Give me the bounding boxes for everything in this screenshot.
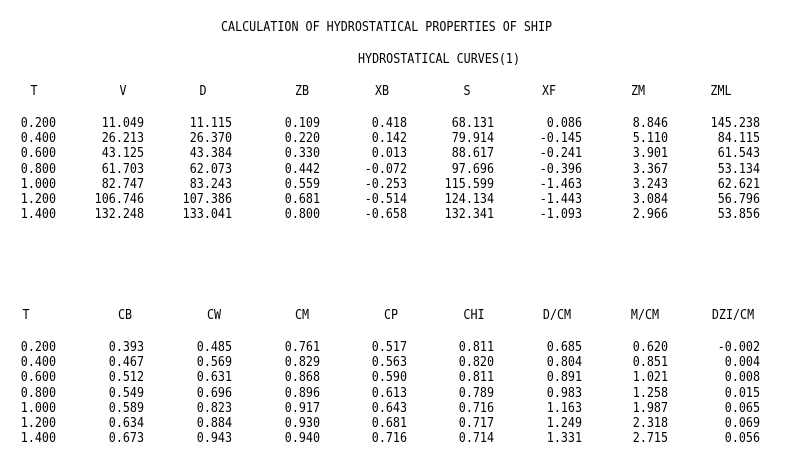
table1-cell-r6-c6: -1.093 xyxy=(539,207,582,223)
table2-cell-r3-c7: 1.258 xyxy=(632,385,668,401)
table1-cell-r2-c3: 0.330 xyxy=(284,146,320,162)
table1-cell-r0-c2: 11.115 xyxy=(189,116,232,131)
table1-cell-r4-c8: 62.621 xyxy=(717,176,760,192)
table2-cell-r6-c3: 0.940 xyxy=(284,431,320,447)
table2-cell-r3-c4: 0.613 xyxy=(371,385,407,401)
table1-cell-r2-c1: 43.125 xyxy=(101,146,144,162)
table2-cell-r3-c2: 0.696 xyxy=(196,385,232,401)
table2-cell-r2-c4: 0.590 xyxy=(371,370,407,386)
table2-cell-r3-c8: 0.015 xyxy=(724,385,760,401)
table2-cell-r2-c2: 0.631 xyxy=(196,370,232,386)
table2-cell-r6-c2: 0.943 xyxy=(196,431,232,447)
table1-cell-r3-c5: 97.696 xyxy=(451,161,494,177)
table2-cell-r1-c7: 0.851 xyxy=(632,355,668,371)
table2-cell-r3-c3: 0.896 xyxy=(284,385,320,401)
table2-cell-r5-c2: 0.884 xyxy=(196,416,232,431)
table1-cell-r1-c8: 84.115 xyxy=(717,131,760,147)
table2-cell-r0-c5: 0.811 xyxy=(458,340,494,355)
table2-cell-r5-c5: 0.717 xyxy=(458,416,494,431)
table2-cell-r0-c2: 0.485 xyxy=(196,340,232,355)
table1-cell-r0-c1: 11.049 xyxy=(101,116,144,131)
table2-cell-r2-c0: 0.600 xyxy=(20,370,56,386)
table2-cell-r5-c0: 1.200 xyxy=(20,416,56,431)
table2-header-8: DZI/CM xyxy=(711,308,755,323)
table2-cell-r6-c1: 0.673 xyxy=(108,431,144,447)
table2-cell-r6-c7: 2.715 xyxy=(632,431,668,447)
table1-cell-r0-c6: 0.086 xyxy=(546,116,582,131)
table1-header-0: T xyxy=(30,84,38,99)
table1-cell-r5-c3: 0.681 xyxy=(284,192,320,207)
document-subtitle: HYDROSTATICAL CURVES(1) xyxy=(358,52,521,67)
table1-cell-r1-c5: 79.914 xyxy=(451,131,494,147)
table2-cell-r4-c1: 0.589 xyxy=(108,400,144,416)
table2-cell-r3-c6: 0.983 xyxy=(546,385,582,401)
table1-cell-r3-c2: 62.073 xyxy=(189,161,232,177)
table1-cell-r1-c2: 26.370 xyxy=(189,131,232,147)
table2-header-5: CHI xyxy=(463,308,485,323)
table2-cell-r1-c1: 0.467 xyxy=(108,355,144,371)
table2-cell-r0-c4: 0.517 xyxy=(371,340,407,355)
table2-cell-r3-c5: 0.789 xyxy=(458,385,494,401)
table2-cell-r1-c0: 0.400 xyxy=(20,355,56,371)
table1-cell-r1-c4: 0.142 xyxy=(371,131,407,147)
table2-cell-r4-c3: 0.917 xyxy=(284,400,320,416)
table1-cell-r1-c1: 26.213 xyxy=(101,131,144,147)
table2-header-3: CM xyxy=(294,308,310,323)
table2-cell-r1-c8: 0.004 xyxy=(724,355,760,371)
table1-cell-r2-c4: 0.013 xyxy=(371,146,407,162)
table1-cell-r6-c7: 2.966 xyxy=(632,207,668,223)
table2-header-1: CB xyxy=(117,308,133,323)
table1-cell-r0-c5: 68.131 xyxy=(451,116,494,131)
table1-cell-r3-c4: -0.072 xyxy=(364,161,407,177)
table2-header-0: T xyxy=(22,308,30,323)
table1-cell-r3-c0: 0.800 xyxy=(20,161,56,177)
table1-cell-r3-c6: -0.396 xyxy=(539,161,582,177)
table1-cell-r5-c8: 56.796 xyxy=(717,192,760,207)
table2-cell-r1-c5: 0.820 xyxy=(458,355,494,371)
table2-cell-r0-c3: 0.761 xyxy=(284,340,320,355)
table1-header-4: XB xyxy=(374,84,390,99)
table2-cell-r4-c4: 0.643 xyxy=(371,400,407,416)
table2-cell-r2-c7: 1.021 xyxy=(632,370,668,386)
table1-cell-r6-c4: -0.658 xyxy=(364,207,407,223)
table2-cell-r5-c3: 0.930 xyxy=(284,416,320,431)
table2-cell-r2-c6: 0.891 xyxy=(546,370,582,386)
table2-cell-r3-c1: 0.549 xyxy=(108,385,144,401)
table1-cell-r6-c8: 53.856 xyxy=(717,207,760,223)
table1-cell-r5-c2: 107.386 xyxy=(182,192,232,207)
table2-header-7: M/CM xyxy=(630,308,660,323)
table2-cell-r0-c0: 0.200 xyxy=(20,340,56,355)
table1-header-7: ZM xyxy=(630,84,646,99)
table2-cell-r0-c7: 0.620 xyxy=(632,340,668,355)
table1-cell-r2-c6: -0.241 xyxy=(539,146,582,162)
table2-cell-r2-c3: 0.868 xyxy=(284,370,320,386)
table2-header-6: D/CM xyxy=(542,308,572,323)
table1-cell-r0-c4: 0.418 xyxy=(371,116,407,131)
table1-cell-r5-c1: 106.746 xyxy=(94,192,144,207)
table2-cell-r5-c6: 1.249 xyxy=(546,416,582,431)
table1-cell-r4-c4: -0.253 xyxy=(364,176,407,192)
table2-cell-r4-c0: 1.000 xyxy=(20,400,56,416)
table1-cell-r5-c0: 1.200 xyxy=(20,192,56,207)
table1-cell-r5-c4: -0.514 xyxy=(364,192,407,207)
table2-cell-r1-c3: 0.829 xyxy=(284,355,320,371)
table1-cell-r6-c0: 1.400 xyxy=(20,207,56,223)
table1-cell-r1-c3: 0.220 xyxy=(284,131,320,147)
table1-cell-r3-c3: 0.442 xyxy=(284,161,320,177)
table1-cell-r1-c0: 0.400 xyxy=(20,131,56,147)
table2-cell-r5-c4: 0.681 xyxy=(371,416,407,431)
table1-header-3: ZB xyxy=(294,84,310,99)
table1-cell-r3-c7: 3.367 xyxy=(632,161,668,177)
table2-cell-r4-c6: 1.163 xyxy=(546,400,582,416)
table1-cell-r5-c5: 124.134 xyxy=(444,192,494,207)
table2-cell-r6-c0: 1.400 xyxy=(20,431,56,447)
table2-cell-r6-c5: 0.714 xyxy=(458,431,494,447)
table1-cell-r5-c6: -1.443 xyxy=(539,192,582,207)
table1-cell-r1-c7: 5.110 xyxy=(632,131,668,147)
table2-cell-r6-c6: 1.331 xyxy=(546,431,582,447)
table2-cell-r6-c4: 0.716 xyxy=(371,431,407,447)
table2-cell-r6-c8: 0.056 xyxy=(724,431,760,447)
table2-cell-r4-c5: 0.716 xyxy=(458,400,494,416)
table1-cell-r4-c5: 115.599 xyxy=(444,176,494,192)
table1-cell-r0-c7: 8.846 xyxy=(632,116,668,131)
table1-cell-r4-c0: 1.000 xyxy=(20,176,56,192)
table1-cell-r6-c2: 133.041 xyxy=(182,207,232,223)
document-title: CALCULATION OF HYDROSTATICAL PROPERTIES OF SHIP xyxy=(221,20,553,35)
table2-cell-r4-c2: 0.823 xyxy=(196,400,232,416)
table1-header-2: D xyxy=(199,84,207,99)
table1-cell-r2-c2: 43.384 xyxy=(189,146,232,162)
table1-cell-r1-c6: -0.145 xyxy=(539,131,582,147)
table1-cell-r3-c8: 53.134 xyxy=(717,161,760,177)
table1-cell-r5-c7: 3.084 xyxy=(632,192,668,207)
table2-cell-r2-c5: 0.811 xyxy=(458,370,494,386)
table1-cell-r6-c5: 132.341 xyxy=(444,207,494,223)
table2-cell-r4-c8: 0.065 xyxy=(724,400,760,416)
table1-header-8: ZML xyxy=(710,84,732,99)
table1-cell-r4-c3: 0.559 xyxy=(284,176,320,192)
table1-cell-r4-c7: 3.243 xyxy=(632,176,668,192)
table2-cell-r1-c4: 0.563 xyxy=(371,355,407,371)
table2-cell-r0-c1: 0.393 xyxy=(108,340,144,355)
table1-cell-r2-c8: 61.543 xyxy=(717,146,760,162)
table2-cell-r0-c6: 0.685 xyxy=(546,340,582,355)
table2-cell-r4-c7: 1.987 xyxy=(632,400,668,416)
table1-cell-r0-c8: 145.238 xyxy=(710,116,760,131)
table1-header-5: S xyxy=(463,84,471,99)
table2-cell-r5-c1: 0.634 xyxy=(108,416,144,431)
table2-header-4: CP xyxy=(383,308,399,323)
table1-cell-r6-c3: 0.800 xyxy=(284,207,320,223)
table1-cell-r2-c7: 3.901 xyxy=(632,146,668,162)
table2-cell-r3-c0: 0.800 xyxy=(20,385,56,401)
table1-cell-r4-c6: -1.463 xyxy=(539,176,582,192)
table1-cell-r4-c2: 83.243 xyxy=(189,176,232,192)
table2-cell-r2-c8: 0.008 xyxy=(724,370,760,386)
table1-cell-r0-c0: 0.200 xyxy=(20,116,56,131)
table1-cell-r0-c3: 0.109 xyxy=(284,116,320,131)
table2-cell-r0-c8: -0.002 xyxy=(717,340,760,355)
table1-cell-r3-c1: 61.703 xyxy=(101,161,144,177)
table2-cell-r5-c7: 2.318 xyxy=(632,416,668,431)
table1-cell-r2-c5: 88.617 xyxy=(451,146,494,162)
table2-cell-r2-c1: 0.512 xyxy=(108,370,144,386)
table2-cell-r5-c8: 0.069 xyxy=(724,416,760,431)
table2-cell-r1-c6: 0.804 xyxy=(546,355,582,371)
table1-header-1: V xyxy=(119,84,127,99)
table1-cell-r4-c1: 82.747 xyxy=(101,176,144,192)
table1-header-6: XF xyxy=(541,84,557,99)
table2-cell-r1-c2: 0.569 xyxy=(196,355,232,371)
table2-header-2: CW xyxy=(206,308,222,323)
table1-cell-r2-c0: 0.600 xyxy=(20,146,56,162)
table1-cell-r6-c1: 132.248 xyxy=(94,207,144,223)
